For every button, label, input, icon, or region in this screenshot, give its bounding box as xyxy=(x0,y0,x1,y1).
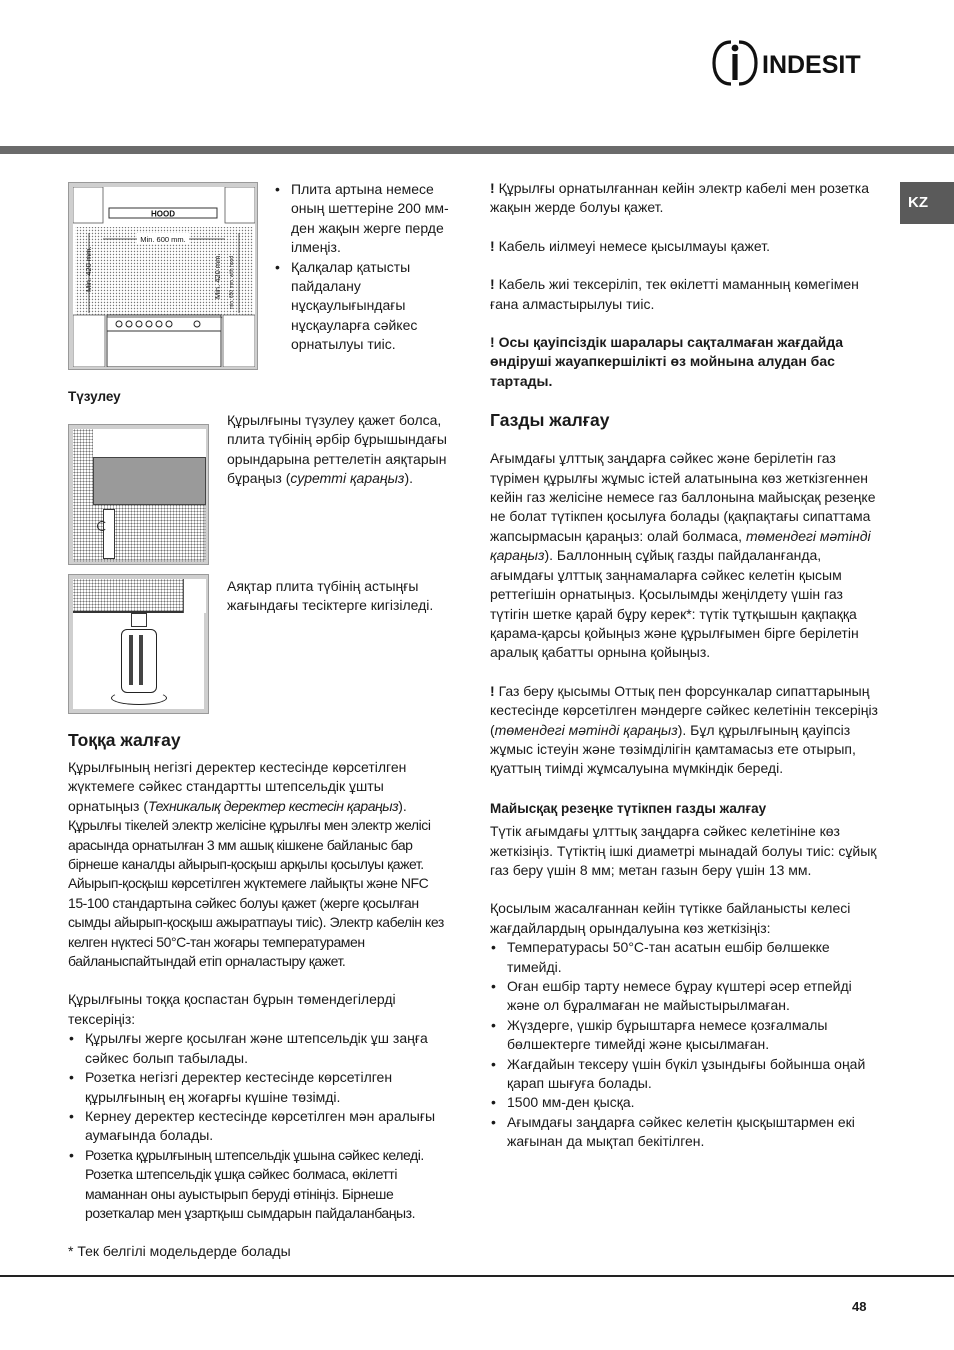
levelling-heading: Түзулеу xyxy=(68,389,121,404)
svg-text:HOOD: HOOD xyxy=(151,209,175,219)
brand-name: INDESIT xyxy=(762,51,861,79)
svg-text:min. 650 mm. with hood: min. 650 mm. with hood xyxy=(229,255,235,309)
svg-text:Min. 420 mm.: Min. 420 mm. xyxy=(213,253,222,299)
gas-paragraph-1: Ағымдағы ұлттық заңдарға сәйкес және берілетін газ түрімен құрылғы жұмыс істей алатынына көз жеткізгеннен кейін газ желісіне немесе газ баллонына майысқақ резеңке не болат түтікпен қосылуға болады (қақпақтағы сипаттама жапсырмасын қараңыз: олай болмаса, төмендегі мәтінді қараңыз). Баллонның сұйық газды пайдаланғанда, ағымдағы ұлттық заңнамаларға сәйкес келетін қысым реттегішін орнатыңыз. Қосылымды жеңілдету үшін газ түтігін шетке қарай бұру керек*: түтік тұтқышын қақпаққа қарама-қарсы қойыңыз және құрылғымен бірге берілетін аралық қабатты орнына қойыңыз. xyxy=(490,450,876,661)
gas-heading: Газды жалғау xyxy=(490,410,610,431)
levelling-figure xyxy=(68,424,209,565)
power-paragraph-2: Құрылғы тікелей электр желісіне құрылғы мен электр желісі арасында орнатылған 3 мм ашық кішкене байланыс бар бірнеше каналды айырып-қосқыш арқылы қосылуы қажет. Айырып-қосқыш көрсетілген жүктемеге лайықты және NFC 15-100 стандартына сәйкес болуы қажет (жерге қосылған сымды айырып-қосқыш ажыратпауы тиіс). Электр кабелін кез келген нүктесі 50°C-тан жоғары температурамен байланыспайтындай етіп орналастыру қажет. xyxy=(68,817,444,970)
hose-paragraph-2: Қосылым жасалғаннан кейін түтікке байланысты келесі жағдайлардың орындалуына көз жеткізіңіз: xyxy=(490,900,851,936)
installation-clearance-figure xyxy=(68,182,258,370)
page-number: 48 xyxy=(852,1299,867,1314)
warning-4: ! Осы қауіпсіздік шаралары сақталмаған жағдайда өндіруші жауапкершілікті өз мойнына алудан бас тартады. xyxy=(490,334,844,389)
svg-text:Min. 420 mm.: Min. 420 mm. xyxy=(84,246,93,292)
list-item: • Температурасы 50°C-тан асатын ешбір бөлшекке тимейді. xyxy=(490,938,880,977)
list-item: • 1500 мм-ден қысқа. xyxy=(490,1093,880,1112)
list-item: • Кернеу деректер кестесінде көрсетілген мән аралығы аумағында болады. xyxy=(68,1107,450,1146)
exclamation-icon: ! xyxy=(490,682,495,699)
power-heading: Тоққа жалғау xyxy=(68,730,181,750)
right-column xyxy=(490,179,880,1152)
check-intro: Құрылғыны тоққа қоспастан бұрын төмендегілерді тексеріңіз: xyxy=(68,991,396,1027)
check-list xyxy=(68,1029,450,1223)
list-item: • Розетка құрылғының штепсельдік ұшына сәйкес келеді. Розетка штепсельдік ұшқа сәйкес болмаса, өкілетті маманнан оны ауыстырып беруді өтініңіз. Бірнеше розеткалар мен ұзартқыш сымдарын пайдаланбаңыз. xyxy=(68,1146,450,1224)
levelling-text: Құрылғыны түзулеу қажет болса, плита түбінің әрбір бұрышындағы орындарына реттелетін аяқтарын бұраңыз (суретті қараңыз). xyxy=(227,412,447,487)
exclamation-icon: ! xyxy=(490,334,495,351)
header-divider xyxy=(0,146,954,154)
list-item: • Жүздерге, үшкір бұрыштарға немесе қозғалмалы бөлшектерге тимейді және қысылмаған. xyxy=(490,1016,880,1055)
warning-3: ! Кабель жиі тексеріліп, тек өкілетті маманның көмегімен ғана алмастырылуы тиіс. xyxy=(490,276,859,312)
hose-paragraph-1: Түтік ағымдағы ұлттық заңдарға сәйкес келетініне көз жеткізіңіз. Түтіктің ішкі диаметрі мынадай болуы тиіс: сұйық газ беру үшін 8 мм; метан газын беру үшін 13 мм. xyxy=(490,823,877,878)
feet-text: Аяқтар плита түбінің астыңғы жағындағы тесіктерге кигізіледі. xyxy=(227,578,434,614)
power-paragraph-1: Құрылғының негізгі деректер кестесінде көрсетілген жүктемеге сәйкес стандартты штепсельдік ұшты орнатыңыз (Техникалық деректер кестесін қараңыз). xyxy=(68,759,407,814)
indesit-logo-icon xyxy=(712,38,872,88)
indesit-logo xyxy=(712,38,872,88)
warning-2: ! Кабель иілмеуі немесе қысылмауы қажет. xyxy=(490,237,770,254)
list-item: • Ағымдағы заңдарға сәйкес келетін қысқыштармен екі жағынан да мықтап бекітілген. xyxy=(490,1113,880,1152)
list-item: • Құрылғы жерге қосылған және штепсельдік ұш заңға сәйкес болып табылады. xyxy=(68,1029,450,1068)
footer-divider xyxy=(0,1275,954,1277)
footnote: * Тек белгілі модельдерде болады xyxy=(68,1243,291,1260)
foot-insert-figure xyxy=(68,574,209,714)
list-item: • Плита артына немесе оның шеттеріне 200 мм-ден жақын жерге перде ілмеңіз. xyxy=(274,180,452,258)
exclamation-icon: ! xyxy=(490,237,495,254)
hose-list xyxy=(490,938,880,1151)
intro-list xyxy=(274,180,452,355)
hose-heading: Майысқақ резеңке түтікпен газды жалғау xyxy=(490,800,767,816)
exclamation-icon: ! xyxy=(490,276,495,293)
list-item: • Розетка негізгі деректер кестесінде көрсетілген құрылғының ең жоғарғы күшіне төзімді. xyxy=(68,1068,450,1107)
power-section xyxy=(68,758,450,1262)
svg-text:Min. 600 mm.: Min. 600 mm. xyxy=(140,235,186,244)
language-tab: KZ xyxy=(900,182,954,224)
gas-paragraph-2: ! Газ беру қысымы Оттық пен форсункалар сипаттарының кестесінде көрсетілген мәндерге сәйкес келетінін тексеріңіз (төмендегі мәтінді қараңыз). Бұл құрылғының қауіпсіз жұмыс істеуін және төзімділігін қамтамасыз ете отырып, қуаттың тиімді жұмсалуына мүмкіндік береді. xyxy=(490,682,878,777)
list-item: • Қалқалар қатысты пайдалану нұсқаулығындағы нұсқауларға сәйкес орнатылуы тиіс. xyxy=(274,258,452,355)
warning-1: ! Құрылғы орнатылғаннан кейін электр кабелі мен розетка жақын жерде болуы қажет. xyxy=(490,180,869,216)
list-item: • Жағдайын тексеру үшін бүкіл ұзындығы бойынша оңай қарап шығуға болады. xyxy=(490,1055,880,1094)
exclamation-icon: ! xyxy=(490,180,495,196)
list-item: • Оған ешбір тарту немесе бұрау күштері әсер етпейді және ол бұралмаған не майыстырылмаған. xyxy=(490,977,880,1016)
